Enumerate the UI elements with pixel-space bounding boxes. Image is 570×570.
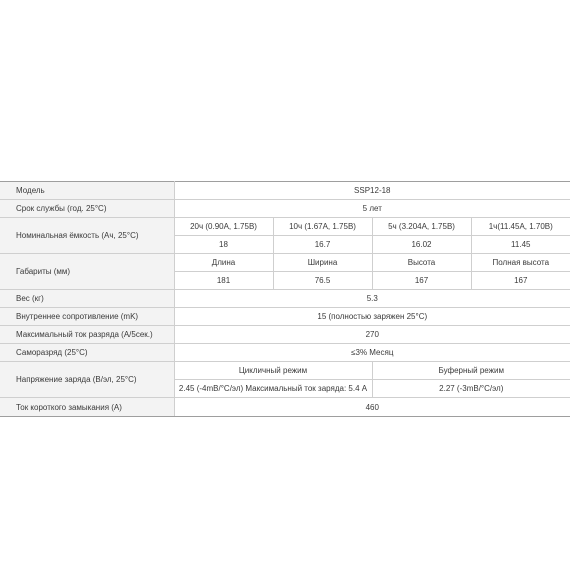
- spec-row-short-circuit: [0, 398, 570, 417]
- capacity-header-5h: 5ч (3.204А, 1.75В): [372, 218, 471, 236]
- model-label: Модель: [0, 182, 174, 200]
- charge-voltage-value-cycle: 2.45 (-4mВ/°C/эл) Максимальный ток заряда: 5.4 А: [174, 380, 372, 398]
- spec-row-capacity-header: [0, 218, 570, 236]
- capacity-label: Номинальная ёмкость (Ач, 25°C): [0, 218, 174, 254]
- dimensions-value-total-height: 167: [471, 272, 570, 290]
- charge-voltage-header-float: Буферный режим: [372, 362, 570, 380]
- spec-row-charge-voltage-header: [0, 362, 570, 380]
- spec-row-model: [0, 182, 570, 200]
- spec-row-max-current: [0, 326, 570, 344]
- dimensions-value-height: 167: [372, 272, 471, 290]
- resistance-label: Внутреннее сопротивление (mK): [0, 308, 174, 326]
- charge-voltage-value-float: 2.27 (-3mВ/°C/эл): [372, 380, 570, 398]
- max-current-label: Максимальный ток разряда (А/5сек.): [0, 326, 174, 344]
- short-circuit-label: Ток короткого замыкания (А): [0, 398, 174, 417]
- resistance-value: 15 (полностью заряжен 25°C): [174, 308, 570, 326]
- spec-row-resistance: [0, 308, 570, 326]
- dimensions-header-height: Высота: [372, 254, 471, 272]
- capacity-value-1h: 11.45: [471, 236, 570, 254]
- dimensions-label: Габариты (мм): [0, 254, 174, 290]
- spec-row-life: [0, 200, 570, 218]
- dimensions-header-length: Длина: [174, 254, 273, 272]
- charge-voltage-header-cycle: Цикличный режим: [174, 362, 372, 380]
- life-value: 5 лет: [174, 200, 570, 218]
- dimensions-header-total-height: Полная высота: [471, 254, 570, 272]
- life-label: Срок службы (год. 25°C): [0, 200, 174, 218]
- battery-spec-table: [0, 181, 570, 417]
- spec-row-self-discharge: [0, 344, 570, 362]
- self-discharge-label: Саморазряд (25°C): [0, 344, 174, 362]
- model-value: SSP12-18: [174, 182, 570, 200]
- capacity-header-10h: 10ч (1.67А, 1.75В): [273, 218, 372, 236]
- dimensions-value-width: 76.5: [273, 272, 372, 290]
- charge-voltage-label: Напряжение заряда (В/эл, 25°C): [0, 362, 174, 398]
- capacity-header-20h: 20ч (0.90А, 1.75В): [174, 218, 273, 236]
- capacity-value-20h: 18: [174, 236, 273, 254]
- capacity-header-1h: 1ч(11.45А, 1.70В): [471, 218, 570, 236]
- spec-row-dimensions-header: [0, 254, 570, 272]
- weight-value: 5.3: [174, 290, 570, 308]
- spec-row-weight: [0, 290, 570, 308]
- capacity-value-5h: 16.02: [372, 236, 471, 254]
- weight-label: Вес (кг): [0, 290, 174, 308]
- dimensions-header-width: Ширина: [273, 254, 372, 272]
- max-current-value: 270: [174, 326, 570, 344]
- self-discharge-value: ≤3% Месяц: [174, 344, 570, 362]
- dimensions-value-length: 181: [174, 272, 273, 290]
- capacity-value-10h: 16.7: [273, 236, 372, 254]
- short-circuit-value: 460: [174, 398, 570, 417]
